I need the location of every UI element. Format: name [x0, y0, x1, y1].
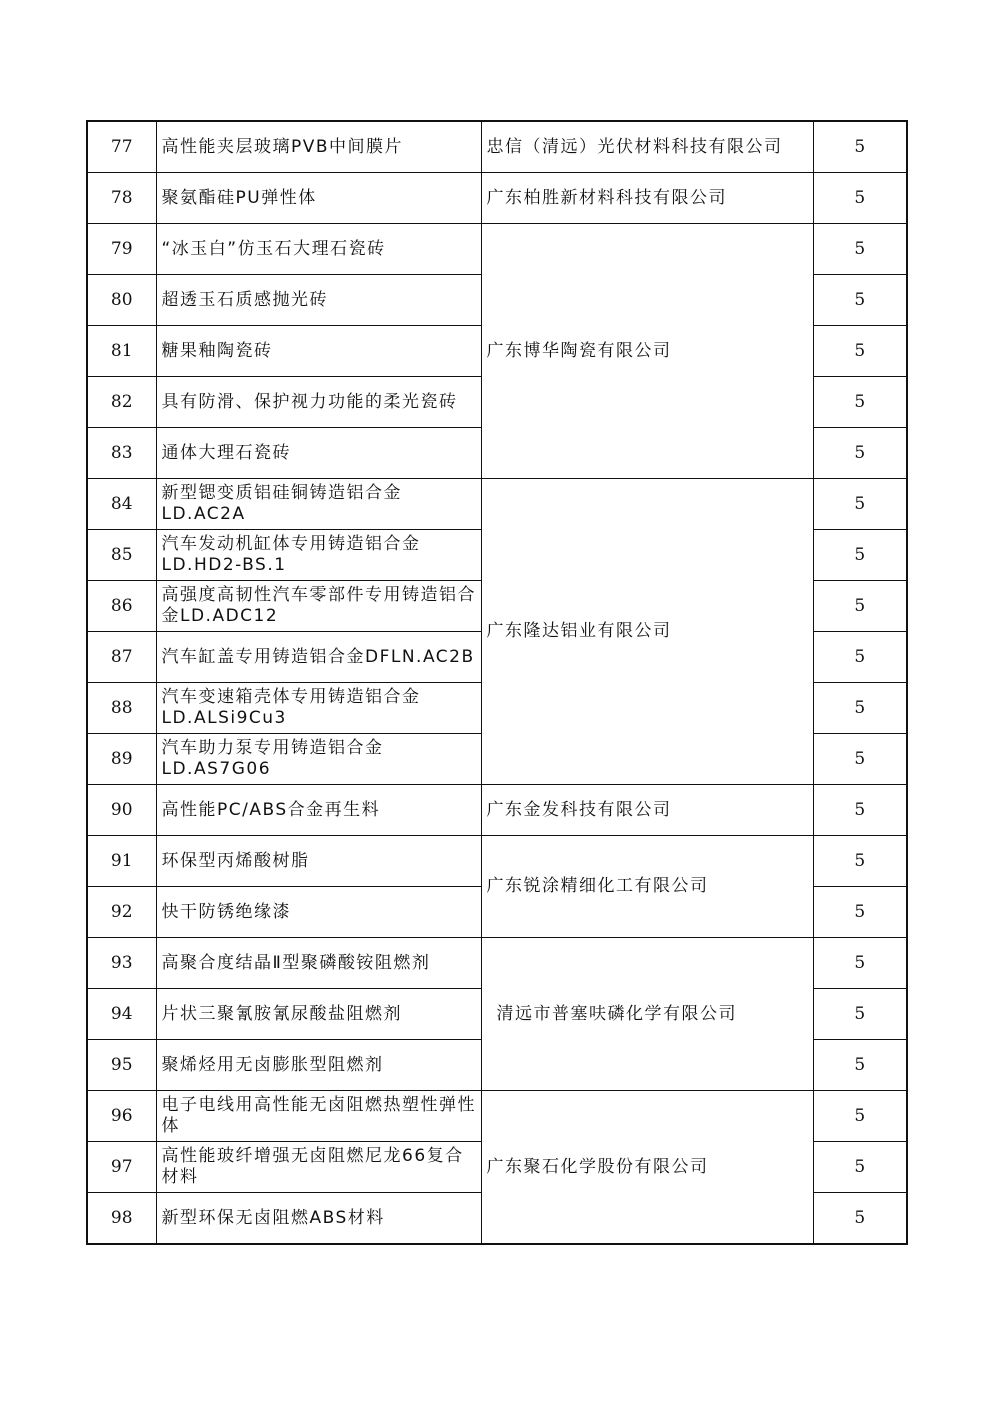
row-number: 96	[87, 1091, 156, 1142]
product-table	[86, 120, 908, 1245]
company-name: 广东博华陶瓷有限公司	[481, 224, 813, 479]
row-number: 91	[87, 836, 156, 887]
product-name: 汽车缸盖专用铸造铝合金DFLN.AC2B	[156, 632, 481, 683]
product-name: 具有防滑、保护视力功能的柔光瓷砖	[156, 377, 481, 428]
table-row	[87, 173, 907, 224]
product-name: 高强度高韧性汽车零部件专用铸造铝合金LD.ADC12	[156, 581, 481, 632]
table-row	[87, 479, 907, 530]
company-name: 广东隆达铝业有限公司	[481, 479, 813, 785]
score: 5	[813, 632, 907, 683]
product-name: 片状三聚氰胺氰尿酸盐阻燃剂	[156, 989, 481, 1040]
company-name: 广东柏胜新材料科技有限公司	[481, 173, 813, 224]
score: 5	[813, 530, 907, 581]
table-row	[87, 938, 907, 989]
score: 5	[813, 377, 907, 428]
row-number: 92	[87, 887, 156, 938]
table-row	[87, 121, 907, 173]
product-name: 糖果釉陶瓷砖	[156, 326, 481, 377]
score: 5	[813, 989, 907, 1040]
score: 5	[813, 785, 907, 836]
product-name: 高性能玻纤增强无卤阻燃尼龙66复合材料	[156, 1142, 481, 1193]
company-name: 广东锐涂精细化工有限公司	[481, 836, 813, 938]
row-number: 89	[87, 734, 156, 785]
score: 5	[813, 938, 907, 989]
company-name: 广东聚石化学股份有限公司	[481, 1091, 813, 1245]
company-name: 广东金发科技有限公司	[481, 785, 813, 836]
product-name: 高聚合度结晶Ⅱ型聚磷酸铵阻燃剂	[156, 938, 481, 989]
product-name: 汽车助力泵专用铸造铝合金LD.AS7G06	[156, 734, 481, 785]
table-row	[87, 224, 907, 275]
score: 5	[813, 121, 907, 173]
score: 5	[813, 275, 907, 326]
score: 5	[813, 683, 907, 734]
score: 5	[813, 1193, 907, 1245]
table-row	[87, 836, 907, 887]
row-number: 98	[87, 1193, 156, 1245]
score: 5	[813, 428, 907, 479]
table-body	[87, 121, 907, 1244]
score: 5	[813, 581, 907, 632]
row-number: 86	[87, 581, 156, 632]
score: 5	[813, 326, 907, 377]
row-number: 81	[87, 326, 156, 377]
score: 5	[813, 173, 907, 224]
score: 5	[813, 224, 907, 275]
product-name: 电子电线用高性能无卤阻燃热塑性弹性体	[156, 1091, 481, 1142]
row-number: 78	[87, 173, 156, 224]
product-name: 新型环保无卤阻燃ABS材料	[156, 1193, 481, 1245]
table-row	[87, 785, 907, 836]
row-number: 88	[87, 683, 156, 734]
product-name: 超透玉石质感抛光砖	[156, 275, 481, 326]
product-name: 环保型丙烯酸树脂	[156, 836, 481, 887]
table-row	[87, 1091, 907, 1142]
row-number: 93	[87, 938, 156, 989]
score: 5	[813, 887, 907, 938]
row-number: 87	[87, 632, 156, 683]
score: 5	[813, 1091, 907, 1142]
product-name: 汽车变速箱壳体专用铸造铝合金LD.ALSi9Cu3	[156, 683, 481, 734]
row-number: 94	[87, 989, 156, 1040]
product-name: 高性能PC/ABS合金再生料	[156, 785, 481, 836]
product-name: 快干防锈绝缘漆	[156, 887, 481, 938]
product-name: “冰玉白”仿玉石大理石瓷砖	[156, 224, 481, 275]
row-number: 95	[87, 1040, 156, 1091]
row-number: 90	[87, 785, 156, 836]
score: 5	[813, 836, 907, 887]
product-name: 高性能夹层玻璃PVB中间膜片	[156, 121, 481, 173]
score: 5	[813, 1040, 907, 1091]
score: 5	[813, 1142, 907, 1193]
score: 5	[813, 479, 907, 530]
row-number: 85	[87, 530, 156, 581]
row-number: 80	[87, 275, 156, 326]
product-name: 聚烯烃用无卤膨胀型阻燃剂	[156, 1040, 481, 1091]
product-name: 新型锶变质铝硅铜铸造铝合金LD.AC2A	[156, 479, 481, 530]
company-name: 清远市普塞呋磷化学有限公司	[481, 938, 813, 1091]
product-name: 通体大理石瓷砖	[156, 428, 481, 479]
product-name: 聚氨酯硅PU弹性体	[156, 173, 481, 224]
row-number: 77	[87, 121, 156, 173]
score: 5	[813, 734, 907, 785]
row-number: 83	[87, 428, 156, 479]
product-name: 汽车发动机缸体专用铸造铝合金LD.HD2-BS.1	[156, 530, 481, 581]
row-number: 97	[87, 1142, 156, 1193]
company-name: 忠信（清远）光伏材料科技有限公司	[481, 121, 813, 173]
row-number: 82	[87, 377, 156, 428]
row-number: 79	[87, 224, 156, 275]
row-number: 84	[87, 479, 156, 530]
